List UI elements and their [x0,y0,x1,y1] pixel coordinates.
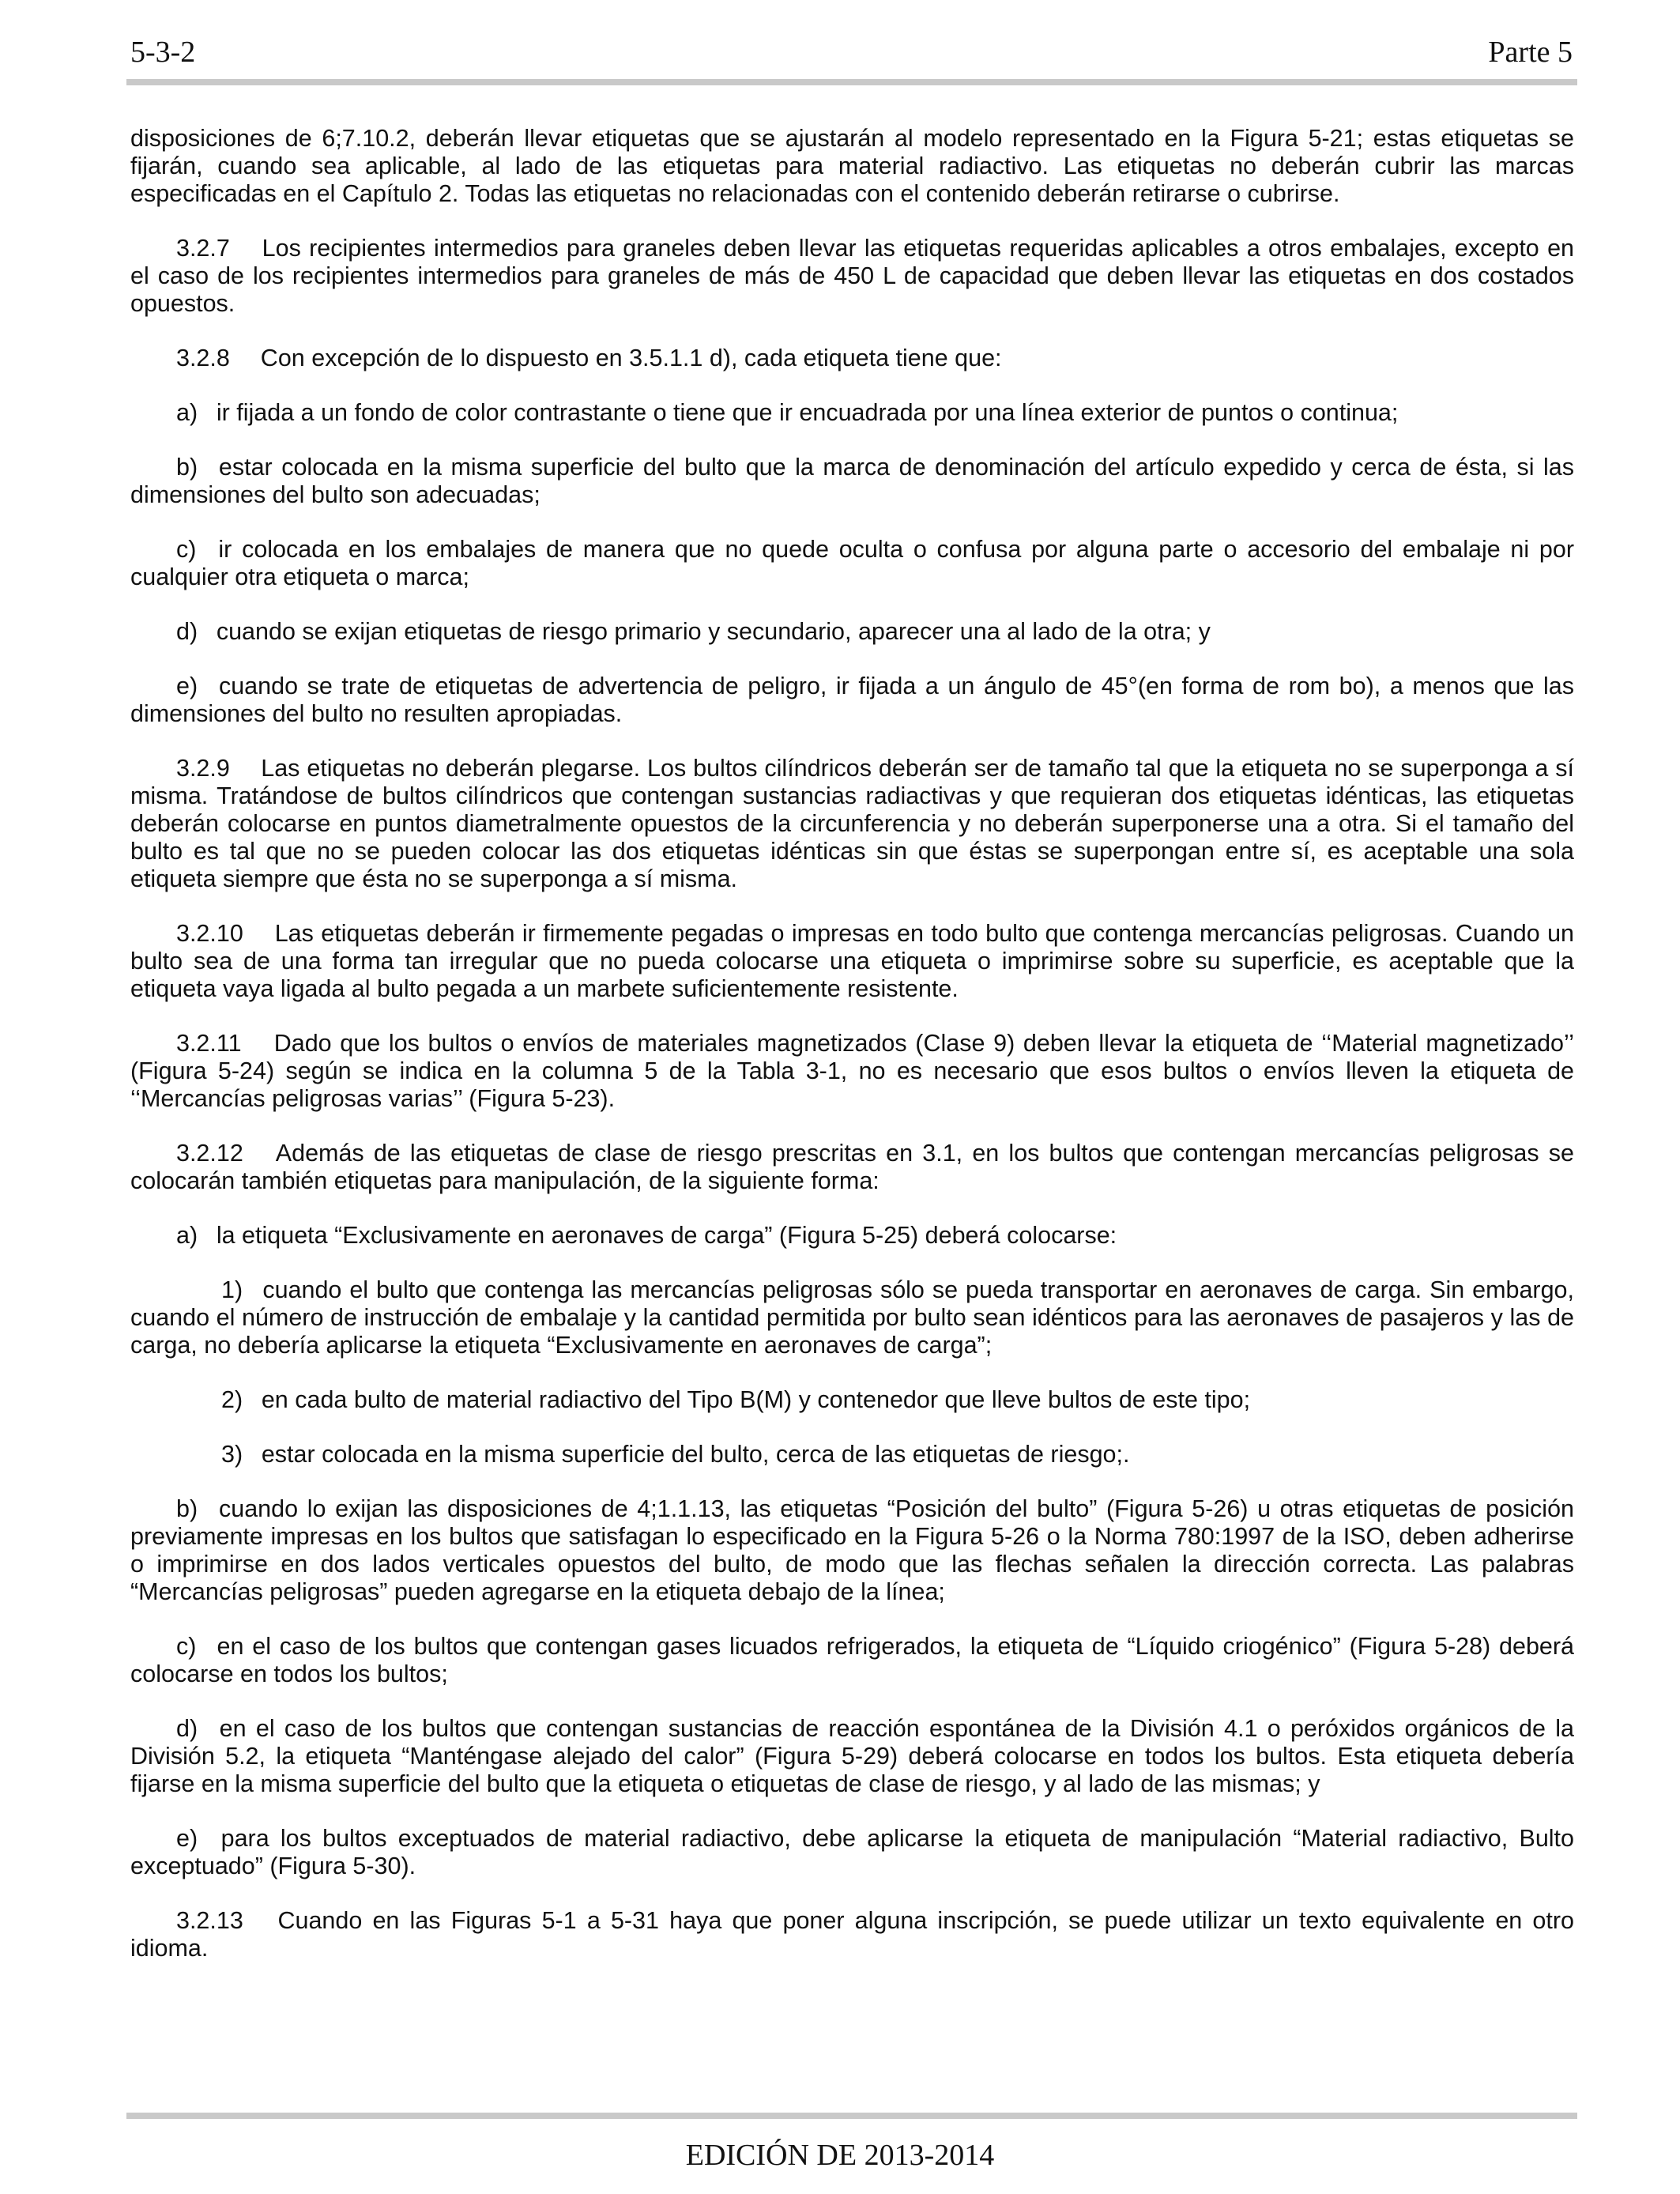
paragraph: 3.2.12 Además de las etiquetas de clase de riesgo prescritas en 3.1, en los bultos que contengan mercancías peligrosas se colocarán también etiquetas para manipulación, de la siguiente forma: [130,1140,1574,1194]
paragraph: 3.2.8 Con excepción de lo dispuesto en 3.5.1.1 d), cada etiqueta tiene que: [176,345,1002,371]
list-item: c) en el caso de los bultos que contengan gases licuados refrigerados, la etiqueta de “Líquido criogénico” (Figura 5-28) deberá colocarse en todos los bultos; [130,1633,1574,1687]
edition-footer: EDICIÓN DE 2013-2014 [685,2139,995,2172]
sub-list-item: 1) cuando el bulto que contenga las mercancías peligrosas sólo se pueda transportar en aeronaves de carga. Sin embargo, cuando el número de instrucción de embalaje y la cantidad permitida por bulto sean idénticos para las aeronaves de pasajeros y las de carga, no debería aplicarse la etiqueta “Exclusivamente en aeronaves de carga”; [130,1276,1574,1359]
body-text [130,125,1574,1989]
paragraph: 3.2.11 Dado que los bultos o envíos de materiales magnetizados (Clase 9) deben llevar la etiqueta de ‘‘Material magnetizado’’ (Figura 5-24) según se indica en la columna 5 de la Tabla 3-1, no es necesario que esos bultos o envíos lleven la etiqueta de ‘‘Mercancías peligrosas varias’’ (Figura 5-23). [130,1030,1574,1112]
page-number: 5-3-2 [130,36,196,69]
paragraph: disposiciones de 6;7.10.2, deberán llevar etiquetas que se ajustarán al modelo representado en la Figura 5-21; estas etiquetas se fijarán, cuando sea aplicable, al lado de las etiquetas para material radiactivo. Las etiquetas no deberán cubrir las marcas especificadas en el Capítulo 2. Todas las etiquetas no relacionadas con el contenido deberán retirarse o cubrirse. [130,125,1574,207]
paragraph: 3.2.9 Las etiquetas no deberán plegarse. Los bultos cilíndricos deberán ser de tamaño tal que la etiqueta no se superponga a sí misma. Tratándose de bultos cilíndricos que contengan sustancias radiactivas y que requieran dos etiquetas idénticas, las etiquetas deberán colocarse en puntos diametralmente opuestos de la circunferencia y no deberán superponerse una a otra. Si el tamaño del bulto es tal que no se pueden colocar las dos etiquetas idénticas sin que éstas se superpongan entre sí, es aceptable una sola etiqueta siempre que ésta no se superponga a sí misma. [130,755,1574,892]
list-item: a) ir fijada a un fondo de color contrastante o tiene que ir encuadrada por una línea exterior de puntos o continua; [176,399,1399,426]
footer-rule [126,2113,1577,2119]
sub-list-item: 2) en cada bulto de material radiactivo del Tipo B(M) y contenedor que lleve bultos de este tipo; [221,1386,1251,1413]
part-label: Parte 5 [1488,36,1573,69]
list-item: e) para los bultos exceptuados de material radiactivo, debe aplicarse la etiqueta de manipulación “Material radiactivo, Bulto exceptuado” (Figura 5-30). [130,1825,1574,1879]
paragraph: 3.2.13 Cuando en las Figuras 5-1 a 5-31 haya que poner alguna inscripción, se puede utilizar un texto equivalente en otro idioma. [130,1907,1574,1962]
paragraph: 3.2.7 Los recipientes intermedios para graneles deben llevar las etiquetas requeridas aplicables a otros embalajes, excepto en el caso de los recipientes intermedios para graneles de más de 450 L de capacidad que deben llevar las etiquetas en dos costados opuestos. [130,235,1574,317]
list-item: d) cuando se exijan etiquetas de riesgo primario y secundario, aparecer una al lado de la otra; y [176,618,1211,645]
list-item: b) estar colocada en la misma superficie del bulto que la marca de denominación del artículo expedido y cerca de ésta, si las dimensiones del bulto son adecuadas; [130,454,1574,508]
list-item: c) ir colocada en los embalajes de manera que no quede oculta o confusa por alguna parte o accesorio del embalaje ni por cualquier otra etiqueta o marca; [130,536,1574,590]
list-item: b) cuando lo exijan las disposiciones de 4;1.1.13, las etiquetas “Posición del bulto” (Figura 5-26) u otras etiquetas de posición previamente impresas en los bultos que satisfagan lo especificado en la Figura 5-26 o la Norma 780:1997 de la ISO, deben adherirse o imprimirse en dos lados verticales opuestos del bulto, de modo que las flechas señalen la dirección correcta. Las palabras “Mercancías peligrosas” pueden agregarse en la etiqueta debajo de la línea; [130,1495,1574,1605]
list-item: a) la etiqueta “Exclusivamente en aeronaves de carga” (Figura 5-25) deberá colocarse: [176,1222,1117,1249]
list-item: e) cuando se trate de etiquetas de advertencia de peligro, ir fijada a un ángulo de 45°(en forma de rom bo), a menos que las dimensiones del bulto no resulten apropiadas. [130,673,1574,727]
header-rule [126,79,1577,85]
list-item: d) en el caso de los bultos que contengan sustancias de reacción espontánea de la División 4.1 o peróxidos orgánicos de la División 5.2, la etiqueta “Manténgase alejado del calor” (Figura 5-29) deberá colocarse en todos los bultos. Esta etiqueta debería fijarse en la misma superficie del bulto que la etiqueta o etiquetas de clase de riesgo, y al lado de las mismas; y [130,1715,1574,1797]
sub-list-item: 3) estar colocada en la misma superficie del bulto, cerca de las etiquetas de riesgo;. [221,1441,1130,1468]
paragraph: 3.2.10 Las etiquetas deberán ir firmemente pegadas o impresas en todo bulto que contenga mercancías peligrosas. Cuando un bulto sea de una forma tan irregular que no pueda colocarse una etiqueta o imprimirse sobre su superficie, es aceptable que la etiqueta vaya ligada al bulto pegada a un marbete suficientemente resistente. [130,920,1574,1002]
